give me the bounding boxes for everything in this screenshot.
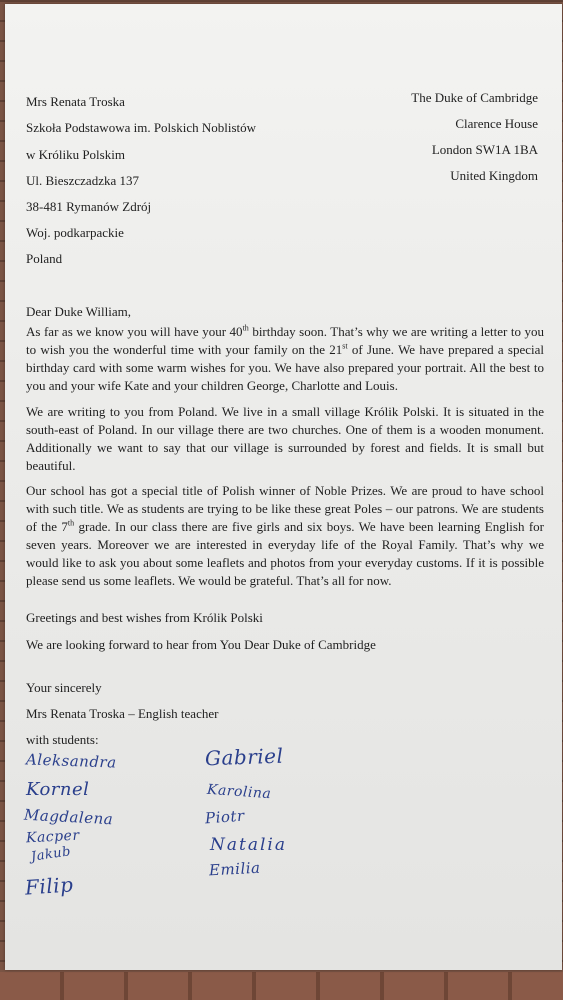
signature: Gabriel [204, 743, 284, 771]
signature: Filip [24, 872, 75, 900]
paragraph-birthday-text-3: of June. We have prepared a special birthday card with some warm wishes for you. We have also prepared your portrait. All the best to you and your wife Kate and your children George, Charlotte and Louis. [26, 342, 545, 393]
brick-floor-strip [0, 972, 563, 1000]
ordinal-suffix: th [67, 518, 75, 528]
signatory-line: Mrs Renata Troska – English teacher [26, 706, 219, 721]
paragraph-school-text-2: grade. In our class there are five girls and six boys. We have been learning English for seven years. Moreover we are interested in everyday life of the Royal Family. That’s why we would like to ask you about some leaflets and photos from your everyday customs. If it is possible please send us some leaflets. We would be grateful. That’s all for now. [26, 519, 544, 588]
signature: Piotr [204, 806, 246, 828]
greetings-line: Greetings and best wishes from Królik Polski [26, 610, 263, 625]
sender-province: Woj. podkarpackie [26, 225, 124, 240]
closing-line: Your sincerely [26, 680, 102, 695]
sender-name: Mrs Renata Troska [26, 94, 125, 109]
with-students-label: with students: [26, 732, 99, 747]
paragraph-school-text-1: Our school has got a special title of Polish winner of Noble Prizes. We are proud to have school with such title. We as students are trying to be like these great Poles – our patrons. We are students of the 7 [26, 483, 544, 534]
signature: Jakub [30, 844, 72, 865]
ordinal-suffix: st [342, 341, 348, 351]
sender-country: Poland [26, 251, 63, 266]
sender-street: Ul. Bieszczadzka 137 [26, 173, 139, 188]
paragraph-birthday-text-2: birthday soon. That’s why we are writing a letter to you to wish you the wonderful time with your family on the 21 [26, 324, 544, 357]
salutation: Dear Duke William, [26, 304, 132, 319]
paragraph-village: We are writing to you from Poland. We live in a small village Królik Polski. It is situated in the south-east of Poland. In our village there are two churches. One of them is a wooden monument. Additionally we want to say that our village is surrounded by forest and fields. It is small but beautiful. [26, 404, 544, 473]
signature: Natalia [210, 835, 287, 855]
signature: Karolina [206, 781, 272, 803]
recipient-city: London SW1A 1BA [431, 142, 538, 157]
signature: Aleksandra [25, 750, 117, 772]
letter-paper [5, 4, 562, 970]
paragraph-birthday [26, 323, 544, 395]
signature: Emilia [208, 858, 261, 880]
looking-forward-line: We are looking forward to hear from You Dear Duke of Cambridge [26, 637, 376, 652]
recipient-name: The Duke of Cambridge [411, 90, 538, 105]
ordinal-suffix: th [242, 323, 249, 333]
paragraph-birthday-text-1: As far as we know you will have your 40 [26, 324, 243, 339]
signature: Magdalena [23, 805, 114, 829]
recipient-country: United Kingdom [450, 168, 538, 183]
sender-school: Szkoła Podstawowa im. Polskich Noblistów [26, 120, 257, 135]
sender-town: w Króliku Polskim [26, 147, 125, 162]
sender-postcode-city: 38-481 Rymanów Zdrój [26, 199, 152, 214]
paragraph-school [26, 482, 544, 590]
signature: Kacper [25, 827, 80, 847]
signature: Kornel [26, 779, 90, 800]
recipient-house: Clarence House [455, 116, 538, 131]
